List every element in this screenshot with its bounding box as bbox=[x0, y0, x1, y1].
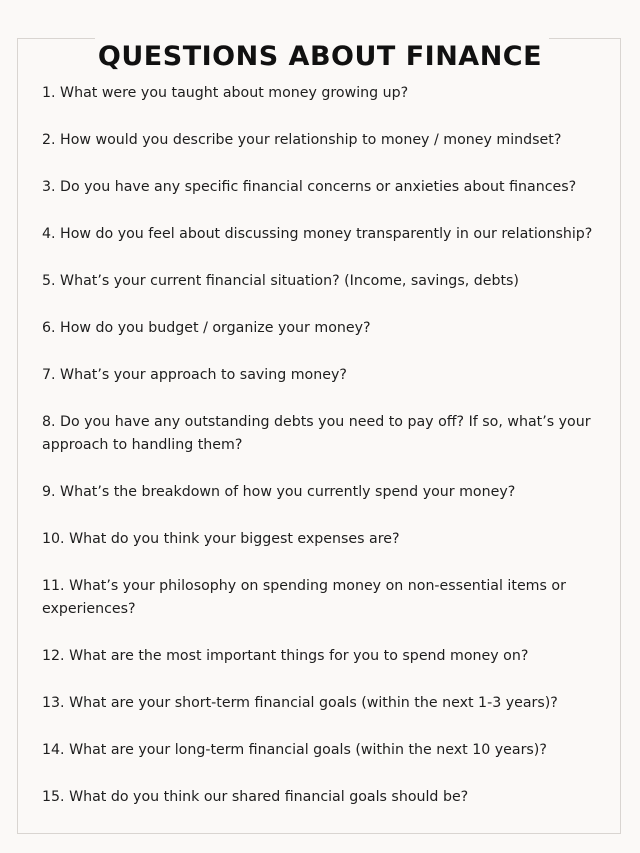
question-9: 9. What’s the breakdown of how you currently spend your money? bbox=[42, 484, 516, 500]
border-top-right-segment bbox=[549, 38, 621, 39]
question-11: 11. What’s your philosophy on spending money on non-essential items or experiences? bbox=[42, 578, 566, 617]
question-2: 2. How would you describe your relationship to money / money mindset? bbox=[42, 132, 562, 148]
page-title: QUESTIONS ABOUT FINANCE bbox=[97, 41, 543, 73]
question-12: 12. What are the most important things for you to spend money on? bbox=[42, 648, 529, 664]
question-10: 10. What do you think your biggest expenses are? bbox=[42, 531, 400, 547]
question-8: 8. Do you have any outstanding debts you need to pay off? If so, what’s your approach to handling them? bbox=[42, 414, 591, 453]
question-15: 15. What do you think our shared financial goals should be? bbox=[42, 789, 469, 805]
question-5: 5. What’s your current financial situation? (Income, savings, debts) bbox=[42, 273, 519, 289]
question-4: 4. How do you feel about discussing money transparently in our relationship? bbox=[42, 226, 593, 242]
question-1: 1. What were you taught about money growing up? bbox=[42, 85, 409, 101]
border-top-left-segment bbox=[17, 38, 95, 39]
question-13: 13. What are your short-term financial goals (within the next 1-3 years)? bbox=[42, 695, 558, 711]
question-14: 14. What are your long-term financial goals (within the next 10 years)? bbox=[42, 742, 547, 758]
question-3: 3. Do you have any specific financial concerns or anxieties about finances? bbox=[42, 179, 577, 195]
question-7: 7. What’s your approach to saving money? bbox=[42, 367, 347, 383]
question-6: 6. How do you budget / organize your money? bbox=[42, 320, 371, 336]
